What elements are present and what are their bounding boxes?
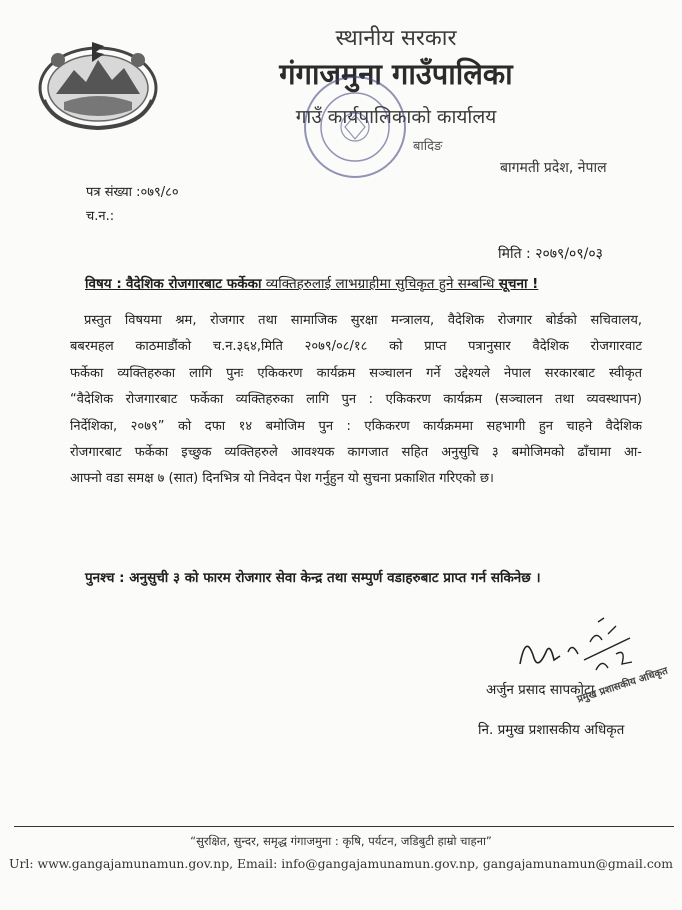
footer-divider	[14, 826, 674, 827]
letter-date: मिति : २०७९/०९/०३	[498, 246, 603, 262]
body-line: आफ्नो वडा समक्ष ७ (सात) दिनभित्र यो निवेदन पेश गर्नुहुन यो सुचना प्रकाशित गरिएको छ।	[70, 471, 494, 487]
body-line: निर्देशिका, २०७९” को दफा १४ बमोजिम पुन : एकिकरण कार्यक्रममा सहभागी हुन चाहने वैदेशिक	[70, 418, 642, 434]
subject-label: विषय :	[85, 276, 122, 292]
reference-number: पत्र संख्या :०७९/८०	[86, 185, 179, 200]
province-text: बागमती प्रदेश, नेपाल	[500, 160, 607, 176]
footer-contact: Url: www.gangajamunamun.gov.np, Email: info@gangajamunamun.gov.np, gangajamunamun@gmail.com	[9, 856, 673, 871]
office-address: बादिङ	[413, 139, 443, 154]
header-municipality-name: गंगाजमुना गाउँपालिका	[279, 57, 513, 91]
header-local-government: स्थानीय सरकार	[335, 26, 457, 51]
subject-text-bold: वैदेशिक रोजगारबाट फर्केका	[126, 276, 262, 292]
body-line: बबरमहल काठमाडौंको च.न.३६४,मिति २०७९/०८/१८ को प्राप्त पत्रानुसार वैदेशिक रोजगारवाट	[70, 339, 642, 355]
signatory-title: नि. प्रमुख प्रशासकीय अधिकृत	[478, 722, 625, 738]
office-seal-icon	[300, 72, 410, 182]
signatory-stamp: प्रमुख प्रशासकीय अधिकृत	[575, 665, 670, 706]
body-line: प्रस्तुत विषयमा श्रम, रोजगार तथा सामाजिक सुरक्षा मन्त्रालय, वैदेशिक रोजगार बोर्डको सचिवालय,	[84, 313, 642, 328]
subject-text-end: सूचना !	[498, 276, 539, 292]
body-line: फर्केका व्यक्तिहरुका लागि पुनः एकिकरण कार्यक्रम सञ्चालन गर्ने उद्देश्यले नेपाल सरकारबाट स्वीकृत	[70, 365, 642, 381]
signature-icon	[512, 612, 642, 684]
notice-body	[70, 308, 642, 493]
subject-line	[85, 274, 538, 292]
body-line: “वैदेशिक रोजगारबाट फर्केका व्यक्तिहरुका लागि पुन : एकिकरण कार्यक्रम (सञ्चालन तथा व्यवस्थापन)	[70, 392, 642, 408]
footer-motto: “सुरक्षित, सुन्दर, समृद्ध गंगाजमुना : कृषि, पर्यटन, जडिबुटी हाम्रो चाहना”	[190, 834, 492, 848]
header-office-name: गाउँ कार्यपालिकाको कार्यालय	[295, 106, 497, 128]
signatory-name: अर्जुन प्रसाद सापकोटा	[486, 682, 595, 698]
body-line: रोजगारबाट फर्केका इच्छुक व्यक्तिहरुले आवश्यक कागजात सहित अनुसुचि ३ बमोजिमको ढाँचामा आ-	[70, 445, 642, 461]
subject-text: व्यक्तिहरुलाई लाभग्राहीमा सुचिकृत हुने सम्बन्धि	[265, 276, 495, 292]
dispatch-number: च.न.:	[86, 209, 115, 224]
postscript: पुनश्च : अनुसुची ३ को फारम रोजगार सेवा केन्द्र तथा सम्पुर्ण वडाहरुबाट प्राप्त गर्न सकिनेछ ।	[85, 570, 541, 586]
